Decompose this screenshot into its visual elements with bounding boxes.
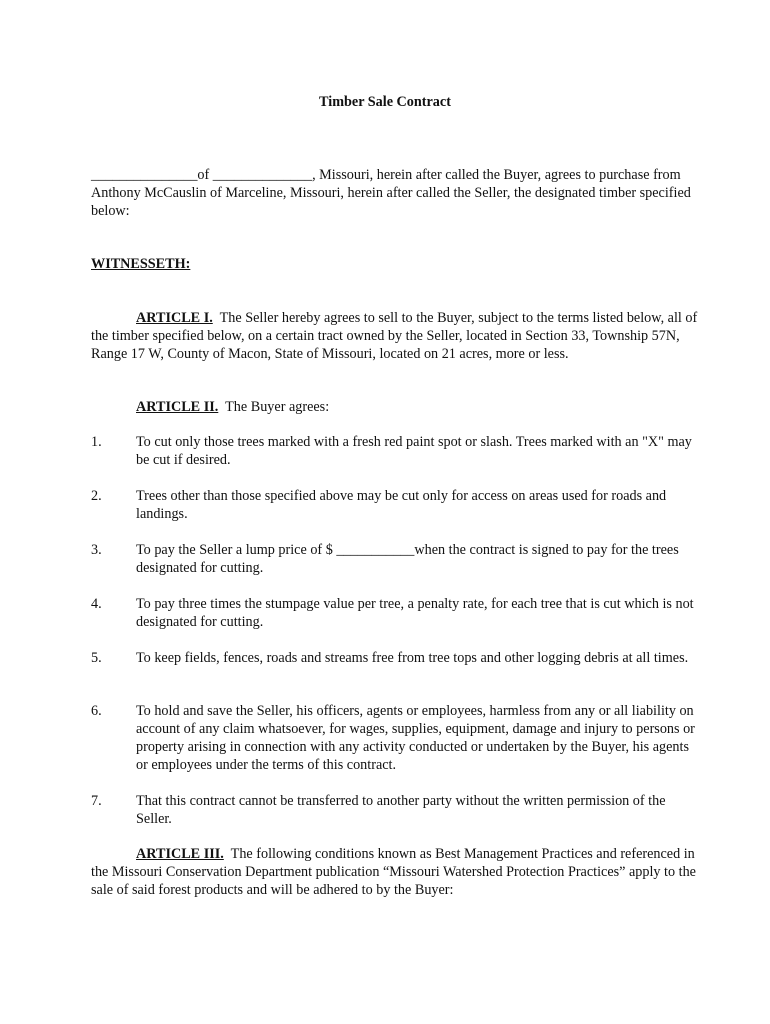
item-text: To cut only those trees marked with a fresh red paint spot or slash. Trees marked with an "X" may be cut if desired. <box>136 434 692 468</box>
item-number: 2. <box>91 488 102 504</box>
article-3-paragraph <box>91 845 701 899</box>
item-text: Trees other than those specified above may be cut only for access on areas used for roads and landings. <box>136 488 667 522</box>
item-text: To pay the Seller a lump price of $ ___________when the contract is signed to pay for the trees designated for cutting. <box>136 542 679 576</box>
list-item-7 <box>91 792 701 828</box>
list-item-6 <box>91 702 701 774</box>
article-2-paragraph <box>91 398 701 416</box>
article-2-text: The Buyer agrees: <box>225 399 330 415</box>
item-number: 7. <box>91 793 102 809</box>
list-item-5 <box>91 649 701 667</box>
item-number: 5. <box>91 650 102 666</box>
item-text: To keep fields, fences, roads and streams free from tree tops and other logging debris at all times. <box>136 650 689 666</box>
document-title: Timber Sale Contract <box>319 94 451 110</box>
article-3-text: The following conditions known as Best Management Practices and referenced in the Missouri Conservation Department publication “Missouri Watershed Protection Practices” apply to the sale of said forest products and will be adhered to by the Buyer: <box>91 846 696 898</box>
list-item-1 <box>91 433 701 469</box>
article-1-heading: ARTICLE I. <box>136 310 213 326</box>
item-number: 3. <box>91 542 102 558</box>
item-number: 4. <box>91 596 102 612</box>
item-text: That this contract cannot be transferred to another party without the written permission of the Seller. <box>136 793 666 827</box>
item-text: To pay three times the stumpage value per tree, a penalty rate, for each tree that is cut which is not designated for cutting. <box>136 596 694 630</box>
article-1-text: The Seller hereby agrees to sell to the Buyer, subject to the terms listed below, all of the timber specified below, on a certain tract owned by the Seller, located in Section 33, Township 57N, Range 17 W, County of Macon, State of Missouri, located on 21 acres, more or less. <box>91 310 698 362</box>
list-item-3 <box>91 541 701 577</box>
article-3-heading: ARTICLE III. <box>136 846 224 862</box>
intro-paragraph: _______________of ______________, Missouri, herein after called the Buyer, agrees to purchase from Anthony McCauslin of Marceline, Missouri, herein after called the Seller, the designated timber specified below: <box>91 167 691 219</box>
item-text: To hold and save the Seller, his officers, agents or employees, harmless from any or all liability on account of any claim whatsoever, for wages, supplies, equipment, damage and injury to persons or property arising in connection with any activity conducted or undertaken by the Buyer, his agents or employees under the terms of this contract. <box>136 703 695 773</box>
item-number: 6. <box>91 703 102 719</box>
list-item-4 <box>91 595 701 631</box>
witnesseth-heading: WITNESSETH: <box>91 256 191 272</box>
article-2-heading: ARTICLE II. <box>136 399 219 415</box>
list-item-2 <box>91 487 701 523</box>
item-number: 1. <box>91 434 102 450</box>
article-1-paragraph <box>91 309 701 363</box>
